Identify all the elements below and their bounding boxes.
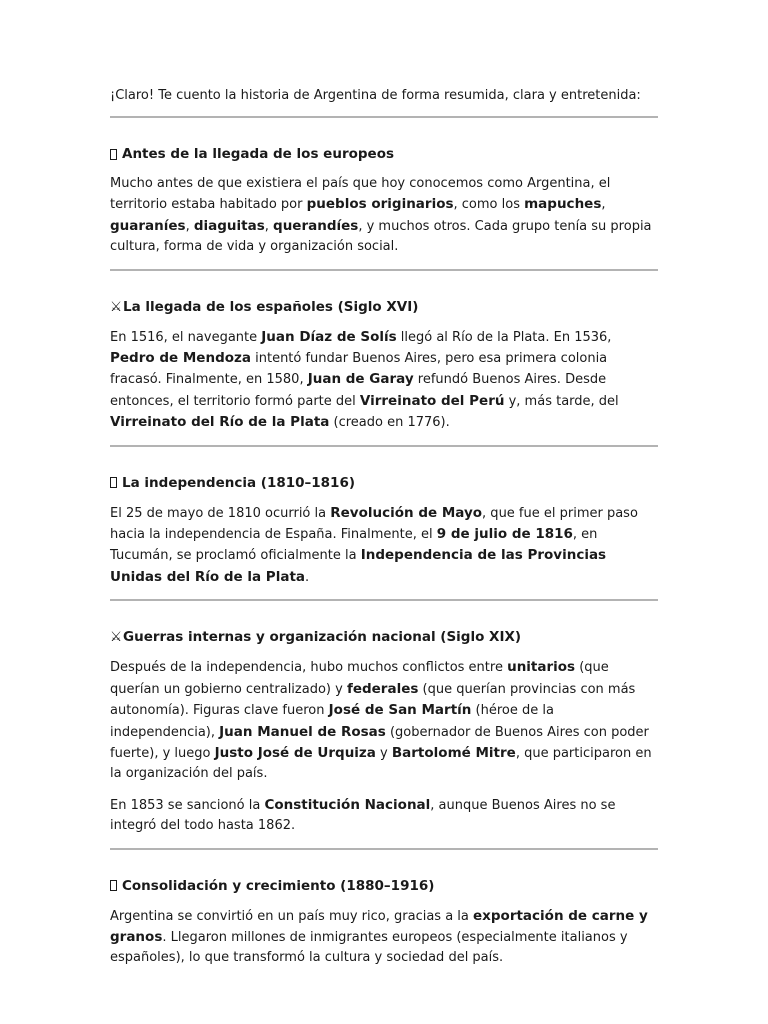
bold-term: Juan de Garay: [307, 371, 414, 388]
section-paragraph: Mucho antes de que existiera el país que hoy conocemos como Argentina, el territorio estaba habitado por pueblos originarios, como los mapuches, guaraníes, diaguitas, querandíes, y muchos otros. Cada grupo tenía su propia cultura, forma de vida y organización social.: [110, 176, 652, 255]
section-paragraph: Argentina se convirtió en un país muy rico, gracias a la exportación de carne y granos. Llegaron millones de inmigrantes europeos (especialmente italianos y españoles), lo que transformó la cultura y sociedad del país.: [110, 907, 648, 966]
divider: [110, 445, 658, 447]
section-title: Consolidación y crecimiento (1880–1916): [122, 877, 435, 894]
bold-term: exportación de carne y granos: [110, 907, 648, 945]
divider: [110, 269, 658, 271]
intro-text: ¡Claro! Te cuento la historia de Argentina de forma resumida, clara y entretenida:: [110, 88, 641, 103]
section-title: Guerras internas y organización nacional (Siglo XIX): [123, 629, 522, 646]
section-heading: [110, 297, 658, 317]
box-icon: [110, 149, 117, 160]
section: [110, 144, 658, 271]
section-paragraph: En 1516, el navegante Juan Díaz de Solís llegó al Río de la Plata. En 1536, Pedro de Mendoza intentó fundar Buenos Aires, pero esa primera colonia fracasó. Finalmente, en 1580, Juan de Garay refundó Buenos Aires. Desde entonces, el territorio formó parte del Virreinato del Perú y, más tarde, del Virreinato del Río de la Plata (creado en 1776).: [110, 328, 619, 431]
bold-term: Juan Manuel de Rosas: [219, 723, 386, 740]
section-title: La llegada de los españoles (Siglo XVI): [123, 298, 419, 315]
section: [110, 627, 658, 849]
section-title: Antes de la llegada de los europeos: [122, 146, 395, 162]
bold-term: mapuches: [524, 196, 602, 213]
bold-term: pueblos originarios: [306, 196, 454, 213]
bold-term: guaraníes: [110, 217, 186, 234]
bold-term: Virreinato del Perú: [359, 392, 505, 409]
section-heading: [110, 627, 658, 647]
section: [110, 297, 658, 447]
bold-term: Revolución de Mayo: [330, 504, 483, 521]
bold-term: diaguitas: [193, 217, 265, 234]
bold-term: Constitución Nacional: [264, 796, 431, 813]
bold-term: Justo José de Urquiza: [214, 744, 376, 761]
box-icon: [110, 477, 117, 488]
bold-term: Pedro de Mendoza: [110, 350, 251, 367]
bold-term: 9 de julio de 1816: [436, 526, 573, 543]
section-heading: [110, 876, 658, 896]
divider: [110, 116, 658, 118]
bold-term: federales: [346, 680, 419, 697]
document-body: [110, 86, 658, 969]
section: [110, 473, 658, 602]
bold-term: Independencia de las Provincias Unidas del Río de la Plata: [110, 547, 607, 585]
bold-term: Bartolomé Mitre: [391, 744, 516, 761]
section-paragraph: En 1853 se sancionó la Constitución Nacional, aunque Buenos Aires no se integró del todo hasta 1862.: [110, 796, 616, 834]
crossed-swords-icon: ⚔: [110, 298, 123, 315]
bold-term: Virreinato del Río de la Plata: [110, 414, 330, 431]
sections-container: [110, 144, 658, 969]
section-heading: [110, 473, 658, 493]
divider: [110, 599, 658, 601]
bold-term: unitarios: [507, 659, 576, 676]
section-paragraph: Después de la independencia, hubo muchos conflictos entre unitarios (que querían un gobierno centralizado) y federales (que querían provincias con más autonomía). Figuras clave fueron José de San Martín (héroe de la independencia), Juan Manuel de Rosas (gobernador de Buenos Aires con poder fuerte), y luego Justo José de Urquiza y Bartolomé Mitre, que participaron en la organización del país.: [110, 659, 652, 782]
box-icon: [110, 880, 117, 891]
bold-term: Juan Díaz de Solís: [261, 328, 397, 345]
bold-term: José de San Martín: [328, 702, 472, 719]
section-title: La independencia (1810–1816): [122, 474, 356, 491]
section-paragraph: El 25 de mayo de 1810 ocurrió la Revolución de Mayo, que fue el primer paso hacia la independencia de España. Finalmente, el 9 de julio de 1816, en Tucumán, se proclamó oficialmente la Independencia de las Provincias Unidas del Río de la Plata.: [110, 504, 638, 585]
bold-term: querandíes: [273, 217, 359, 234]
section: [110, 876, 658, 969]
section-heading: [110, 144, 658, 164]
crossed-swords-icon: ⚔: [110, 629, 123, 646]
divider: [110, 848, 658, 850]
